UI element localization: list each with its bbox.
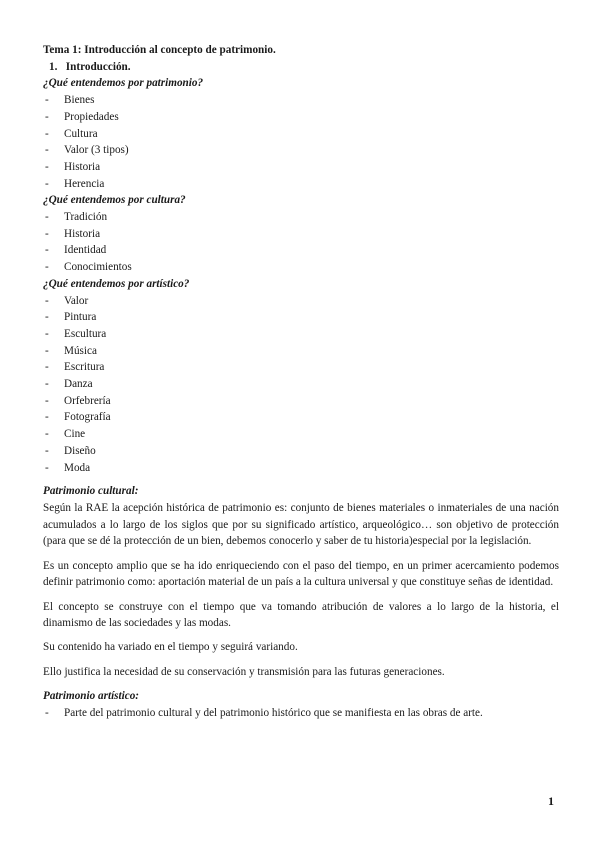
section-title: Introducción. <box>65 60 131 73</box>
list-item: - Escritura <box>43 359 559 376</box>
heading-patrimonio-artistico: Patrimonio artístico: <box>43 689 140 702</box>
list-item: - Herencia <box>43 176 559 193</box>
patrimonio-list <box>43 92 559 192</box>
list-item: - Conocimientos <box>43 259 559 276</box>
section-heading <box>43 59 559 76</box>
document-content <box>43 42 559 721</box>
document-title: Tema 1: Introducción al concepto de patrimonio. <box>43 44 276 56</box>
question-heading-cultura: ¿Qué entendemos por cultura? <box>43 194 186 207</box>
list-item: - Parte del patrimonio cultural y del patrimonio histórico que se manifiesta en las obras de arte. <box>43 705 559 722</box>
paragraph: El concepto se construye con el tiempo que va tomando atribución de valores a lo largo de la historia, el dinamismo de las sociedades y las modas. <box>43 600 559 630</box>
list-item: - Pintura <box>43 309 559 326</box>
list-item: - Moda <box>43 460 559 477</box>
question-heading-patrimonio: ¿Qué entendemos por patrimonio? <box>43 77 204 90</box>
list-item: - Danza <box>43 376 559 393</box>
spacer <box>43 476 559 483</box>
list-item: - Música <box>43 343 559 360</box>
list-item: - Cultura <box>43 126 559 143</box>
list-item: - Escultura <box>43 326 559 343</box>
page-number: 1 <box>548 794 554 808</box>
section-number: 1. <box>49 60 58 73</box>
question-heading-artistico: ¿Qué entendemos por artístico? <box>43 277 190 290</box>
list-item: - Propiedades <box>43 109 559 126</box>
paragraph: Según la RAE la acepción histórica de patrimonio es: conjunto de bienes materiales o inmateriales de una nación acumulados a lo largo de los siglos que por su significado artístico, arqueológico… son objetivo de protección (para que se dé la protección de un bien, debemos conocerlo y saber de tu historia)especial por la legislación. <box>43 501 559 548</box>
list-item: - Diseño <box>43 443 559 460</box>
cultura-list <box>43 209 559 276</box>
list-item: - Valor (3 tipos) <box>43 142 559 159</box>
list-item: - Tradición <box>43 209 559 226</box>
list-item: - Historia <box>43 159 559 176</box>
list-item: - Identidad <box>43 242 559 259</box>
heading-patrimonio-cultural: Patrimonio cultural: <box>43 485 139 498</box>
paragraph: Es un concepto amplio que se ha ido enriqueciendo con el paso del tiempo, en un primer acercamiento podemos definir patrimonio como: aportación material de un país a la cultura universal y que constituye señas de identidad. <box>43 559 559 589</box>
list-item: - Valor <box>43 293 559 310</box>
artistico-definition-list <box>43 705 559 722</box>
list-item: - Orfebrería <box>43 393 559 410</box>
list-item: - Historia <box>43 226 559 243</box>
paragraph: Su contenido ha variado en el tiempo y seguirá variando. <box>43 641 298 654</box>
list-item: - Cine <box>43 426 559 443</box>
artistico-list <box>43 293 559 477</box>
list-item: - Fotografía <box>43 409 559 426</box>
paragraph: Ello justifica la necesidad de su conservación y transmisión para las futuras generaciones. <box>43 665 445 678</box>
list-item: - Bienes <box>43 92 559 109</box>
